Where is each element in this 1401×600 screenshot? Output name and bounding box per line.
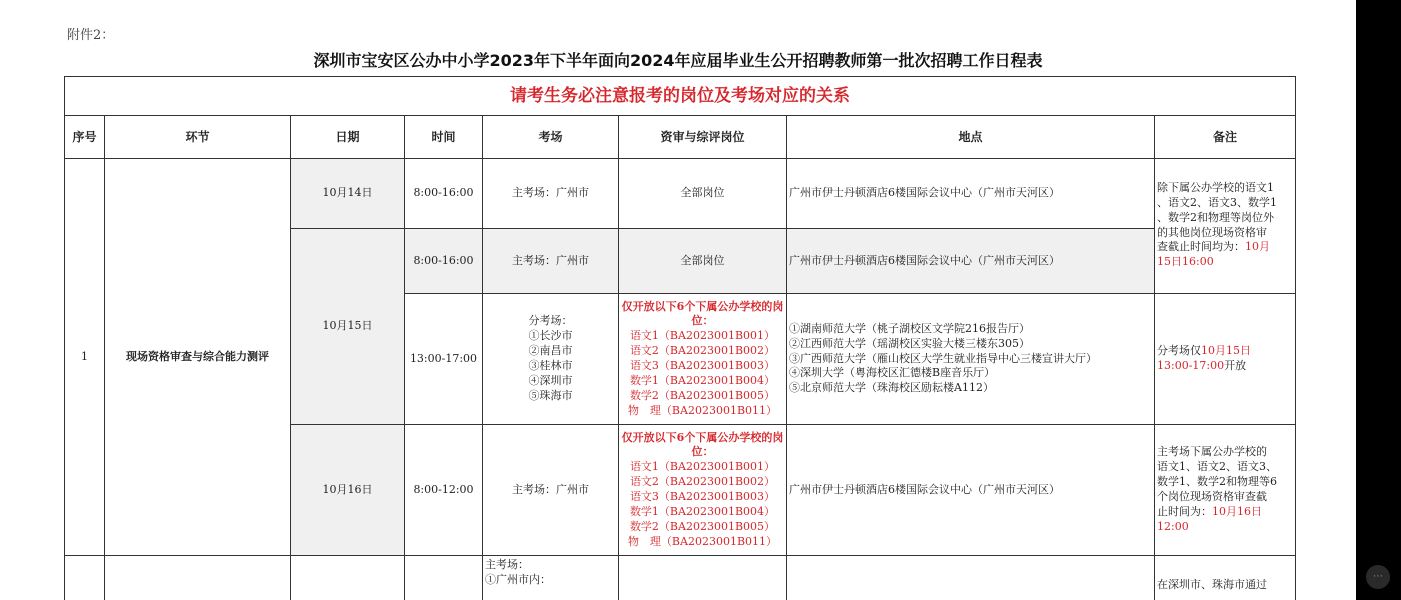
- venue-cell: 主考场：广州市: [483, 159, 619, 229]
- schedule-table: [64, 76, 1296, 600]
- header-stage: 环节: [105, 116, 291, 159]
- posts-list: 语文1（BA2023001B001） 语文2（BA2023001B002） 语文3（BA2023001B003） 数学1（BA2023001B004） 数学2（BA2023001B005） 物 理（BA2023001B011）: [627, 329, 778, 417]
- table-row: [65, 159, 1296, 229]
- seq-cell: 1: [65, 159, 105, 556]
- note-cell: 主考场下属公办学校的 语文1、语文2、语文3、 数学1、数学2和物理等6 个岗位现场资格审查截 止时间为：10月16日 12:00: [1155, 425, 1296, 556]
- venue-list: 分考场： ①长沙市 ②南昌市 ③桂林市 ④深圳市 ⑤珠海市: [528, 314, 573, 402]
- date-cell: 10月15日: [291, 229, 405, 425]
- header-location: 地点: [787, 116, 1155, 159]
- date-cell: 10月14日: [291, 159, 405, 229]
- header-notes: 备注: [1155, 116, 1296, 159]
- note-cell: 在深圳市、珠海市通过: [1155, 556, 1296, 600]
- location-cell: 广州市伊士丹顿酒店6楼国际会议中心（广州市天河区）: [787, 229, 1155, 294]
- header-time: 时间: [405, 116, 483, 159]
- header-venue: 考场: [483, 116, 619, 159]
- notice-banner: 请考生务必注意报考的岗位及考场对应的关系: [65, 77, 1296, 116]
- posts-cell: [619, 425, 787, 556]
- venue-cell: 主考场： ①广州市内：: [483, 556, 619, 600]
- stage-cell: 现场资格审查与综合能力测评: [105, 159, 291, 556]
- header-date: 日期: [291, 116, 405, 159]
- venue-cell: 主考场：广州市: [483, 425, 619, 556]
- time-cell: 8:00-12:00: [405, 425, 483, 556]
- posts-list: 语文1（BA2023001B001） 语文2（BA2023001B002） 语文3（BA2023001B003） 数学1（BA2023001B004） 数学2（BA2023001B005） 物 理（BA2023001B011）: [627, 460, 778, 548]
- location-cell: ①湖南师范大学（桃子湖校区文学院216报告厅） ②江西师范大学（瑶湖校区实验大楼三楼东305） ③广西师范大学（雁山校区大学生就业指导中心三楼宣讲大厅） ④深圳大学（粤海校区汇德楼B座音乐厅） ⑤北京师范大学（珠海校区励耘楼A112）: [787, 294, 1155, 425]
- posts-cell: [619, 294, 787, 425]
- location-cell: 广州市伊士丹顿酒店6楼国际会议中心（广州市天河区）: [787, 159, 1155, 229]
- posts-title: 仅开放以下6个下属公办学校的岗位：: [621, 430, 784, 459]
- note-cell: 分考场仅10月15日 13:00-17:00开放: [1155, 294, 1296, 425]
- header-seq: 序号: [65, 116, 105, 159]
- document-title: 深圳市宝安区公办中小学2023年下半年面向2024年应届毕业生公开招聘教师第一批次招聘工作日程表: [313, 51, 1043, 70]
- time-cell: 13:00-17:00: [405, 294, 483, 425]
- location-cell: 广州市伊士丹顿酒店6楼国际会议中心（广州市天河区）: [787, 425, 1155, 556]
- table-row: [65, 556, 1296, 600]
- posts-cell: 全部岗位: [619, 229, 787, 294]
- header-posts: 资审与综评岗位: [619, 116, 787, 159]
- time-cell: 8:00-16:00: [405, 229, 483, 294]
- date-cell: 10月16日: [291, 425, 405, 556]
- posts-title: 仅开放以下6个下属公办学校的岗位：: [621, 299, 784, 328]
- table-header-row: [65, 116, 1296, 159]
- venue-cell: [483, 294, 619, 425]
- posts-cell: 全部岗位: [619, 159, 787, 229]
- annex-label: 附件2：: [67, 28, 115, 43]
- venue-cell: 主考场：广州市: [483, 229, 619, 294]
- floating-menu-icon[interactable]: ⋯: [1366, 565, 1390, 589]
- time-cell: 8:00-16:00: [405, 159, 483, 229]
- note-cell: 除下属公办学校的语文1 、语文2、语文3、数学1 、数学2和物理等岗位外 的其他岗位现场资格审 查截止时间均为：10月 15日16:00: [1155, 159, 1296, 294]
